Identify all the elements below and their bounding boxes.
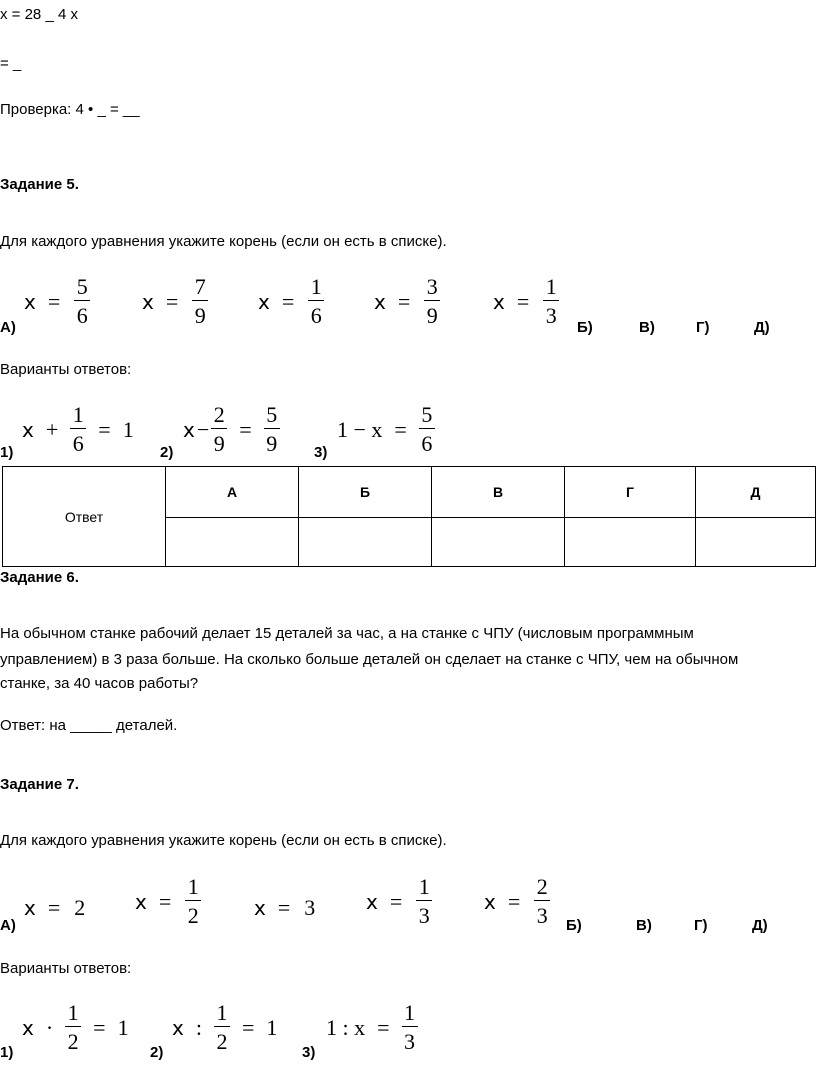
task5-label-g: Г) xyxy=(696,319,710,336)
task7-title: Задание 7. xyxy=(0,776,79,793)
task7-root-a: x = 2 xyxy=(24,895,86,920)
task7-label-g: Г) xyxy=(694,917,708,934)
task7-label-b: Б) xyxy=(566,917,582,934)
task5-variant-label-1: 1) xyxy=(0,444,14,461)
task5-variant-1: x + $\frac{1}{6}$ = 1 xyxy=(22,402,134,456)
task7-label-d: Д) xyxy=(752,917,768,934)
answer-table xyxy=(2,466,816,567)
task7-label-a: А) xyxy=(0,917,16,934)
task7-label-v: В) xyxy=(636,917,652,934)
task7-variant-label-1: 1) xyxy=(0,1044,14,1061)
task5-variant-3: 1 − x = $\frac{5}{6}$ xyxy=(337,404,435,455)
task7-root-v: x = 3 xyxy=(254,895,316,920)
task5-root-a: x = $\frac{5}{6}$ xyxy=(24,276,90,327)
task6-text-line1: На обычном станке рабочий делает 15 деталей за час, а на станке с ЧПУ (числовым программным xyxy=(0,625,694,642)
task5-root-d: x = $\frac{1}{3}$ xyxy=(493,276,559,327)
task5-label-d: Д) xyxy=(754,319,770,336)
answer-cell-b[interactable] xyxy=(299,518,432,567)
answer-cell-d[interactable] xyxy=(696,518,816,567)
answer-header-g: Г xyxy=(565,467,696,518)
task5-variant-label-2: 2) xyxy=(160,444,174,461)
task7-variant-1: x · $\frac{1}{2}$ = 1 xyxy=(22,1000,129,1054)
task7-variant-2: x : $\frac{1}{2}$ = 1 xyxy=(172,1000,278,1054)
equation-line: x = 28 _ 4 x xyxy=(0,6,78,23)
check-line: Проверка: 4 • _ = __ xyxy=(0,101,140,118)
answer-header-a: А xyxy=(166,467,299,518)
answer-row-label: Ответ xyxy=(3,467,166,567)
equation-blank-line: = _ xyxy=(0,55,22,72)
answer-cell-g[interactable] xyxy=(565,518,696,567)
task7-variant-label-3: 3) xyxy=(302,1044,316,1061)
task5-root-g: x = $\frac{3}{9}$ xyxy=(374,276,440,327)
answer-header-b: Б xyxy=(299,467,432,518)
task6-text-line3: станке, за 40 часов работы? xyxy=(0,675,199,692)
task7-variant-3: 1 : x = $\frac{1}{3}$ xyxy=(326,1002,418,1053)
task7-variants-title: Варианты ответов: xyxy=(0,960,132,977)
task5-variant-2: x − $\frac{2}{9}$ = $\frac{5}{9}$ xyxy=(183,404,280,455)
task5-title: Задание 5. xyxy=(0,176,79,193)
task7-variant-label-2: 2) xyxy=(150,1044,164,1061)
task5-label-b: Б) xyxy=(577,319,593,336)
task7-root-g: x = $\frac{1}{3}$ xyxy=(366,876,432,927)
answer-header-v: В xyxy=(432,467,565,518)
task6-text-line2: управлением) в 3 раза больше. На сколько больше деталей он сделает на станке с ЧПУ, чем на обычном xyxy=(0,651,739,668)
answer-cell-v[interactable] xyxy=(432,518,565,567)
task5-root-b: x = $\frac{7}{9}$ xyxy=(142,276,208,327)
answer-cell-a[interactable] xyxy=(166,518,299,567)
task5-instruction: Для каждого уравнения укажите корень (если он есть в списке). xyxy=(0,233,447,250)
task5-variants-title: Варианты ответов: xyxy=(0,361,132,378)
answer-header-d: Д xyxy=(696,467,816,518)
task7-instruction: Для каждого уравнения укажите корень (если он есть в списке). xyxy=(0,832,447,849)
task5-label-a: А) xyxy=(0,319,16,336)
task5-label-v: В) xyxy=(639,319,655,336)
task7-root-b: x = $\frac{1}{2}$ xyxy=(135,876,201,927)
task7-root-d: x = $\frac{2}{3}$ xyxy=(484,876,550,927)
task6-title: Задание 6. xyxy=(0,569,79,586)
task6-answer: Ответ: на _____ деталей. xyxy=(0,717,178,734)
task5-variant-label-3: 3) xyxy=(314,444,328,461)
task5-root-v: x = $\frac{1}{6}$ xyxy=(258,276,324,327)
